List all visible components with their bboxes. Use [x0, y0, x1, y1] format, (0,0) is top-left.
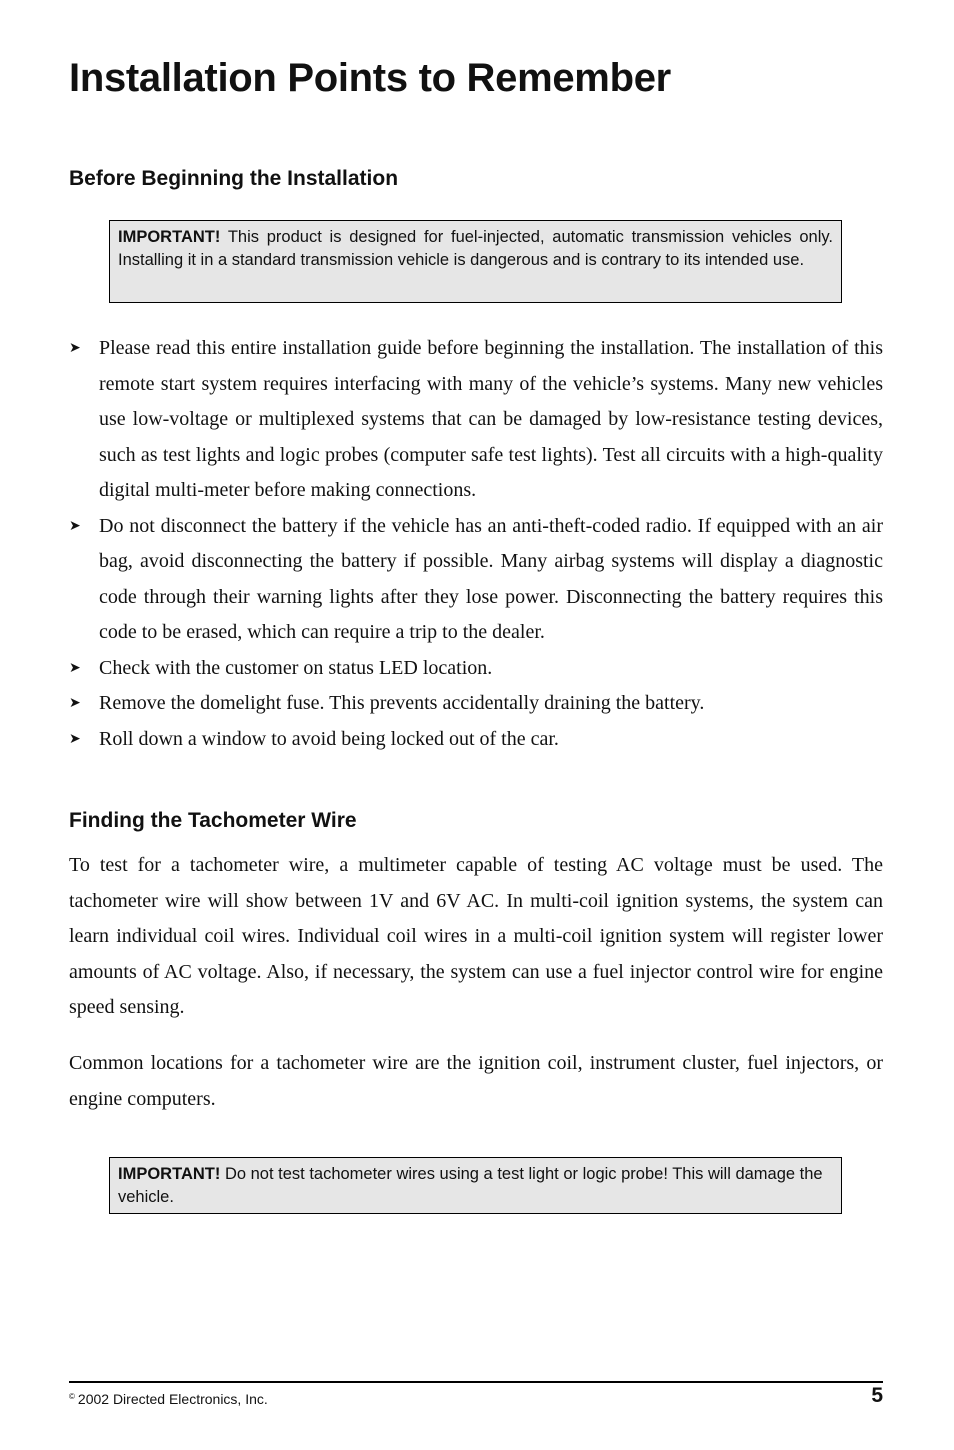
footer-copyright — [69, 1387, 268, 1409]
section-heading-before-installation: Before Beginning the Installation — [69, 167, 399, 190]
right-arrowhead-icon: ➤ — [69, 730, 81, 747]
list-item — [69, 686, 883, 722]
page-number: 5 — [871, 1384, 883, 1407]
list-item — [69, 331, 883, 509]
page-title: Installation Points to Remember — [69, 56, 671, 100]
important-note-text: This product is designed for fuel-injected, automatic transmission vehicles only. Installing it in a standard transmission vehicle is dangerous and is contrary to its intended use. — [118, 228, 833, 269]
section-heading-tachometer-wire: Finding the Tachometer Wire — [69, 809, 357, 832]
list-item — [69, 722, 883, 758]
important-label: IMPORTANT! — [118, 1165, 221, 1183]
list-item-text: Remove the domelight fuse. This prevents accidentally draining the battery. — [99, 692, 705, 714]
list-item-text: Roll down a window to avoid being locked out of the car. — [99, 727, 559, 750]
paragraph-tach-locations: Common locations for a tachometer wire are the ignition coil, instrument cluster, fuel injectors, or engine computers. — [69, 1052, 883, 1110]
list-item-text: Check with the customer on status LED location. — [99, 656, 493, 679]
copyright-text: 2002 Directed Electronics, Inc. — [77, 1391, 268, 1407]
important-note-box — [109, 220, 842, 303]
list-item-text: Do not disconnect the battery if the vehicle has an anti-theft-coded radio. If equipped with an air bag, avoid disconnecting the battery if possible. Many airbag systems will display a diagnostic code through their warning lights after they lose power. Disconnecting the battery requires this code to be erased, which can require a trip to the dealer. — [99, 514, 883, 643]
footer-divider — [69, 1381, 883, 1383]
list-item-text: Please read this entire installation guide before beginning the installation. The installation of this remote start system requires interfacing with many of the vehicle’s systems. Many new vehicles use low-voltage or multiplexed systems that can be damaged by low-resistance testing devices, such as test lights and logic probes (computer safe test lights). Test all circuits with a high-quality digital multi-meter before making connections. — [99, 337, 883, 501]
right-arrowhead-icon: ➤ — [69, 340, 81, 356]
copyright-symbol: © — [69, 1392, 75, 1401]
paragraph-tach-test: To test for a tachometer wire, a multimeter capable of testing AC voltage must be used. The tachometer wire will show between 1V and 6V AC. In multi-coil ignition systems, the system can learn individual coil wires. Individual coil wires in a multi-coil ignition system will register lower amounts of AC voltage. Also, if necessary, the system can use a fuel injector control wire for engine speed sensing. — [69, 854, 883, 1018]
list-item — [69, 509, 883, 651]
checklist — [69, 331, 883, 757]
list-item — [69, 651, 883, 687]
right-arrowhead-icon: ➤ — [69, 659, 81, 676]
right-arrowhead-icon: ➤ — [69, 695, 81, 711]
important-note-text: Do not test tachometer wires using a test light or logic probe! This will damage the vehicle. — [118, 1165, 823, 1206]
important-label: IMPORTANT! — [118, 228, 221, 246]
right-arrowhead-icon: ➤ — [69, 517, 81, 534]
important-note-box-tachometer — [109, 1157, 842, 1214]
